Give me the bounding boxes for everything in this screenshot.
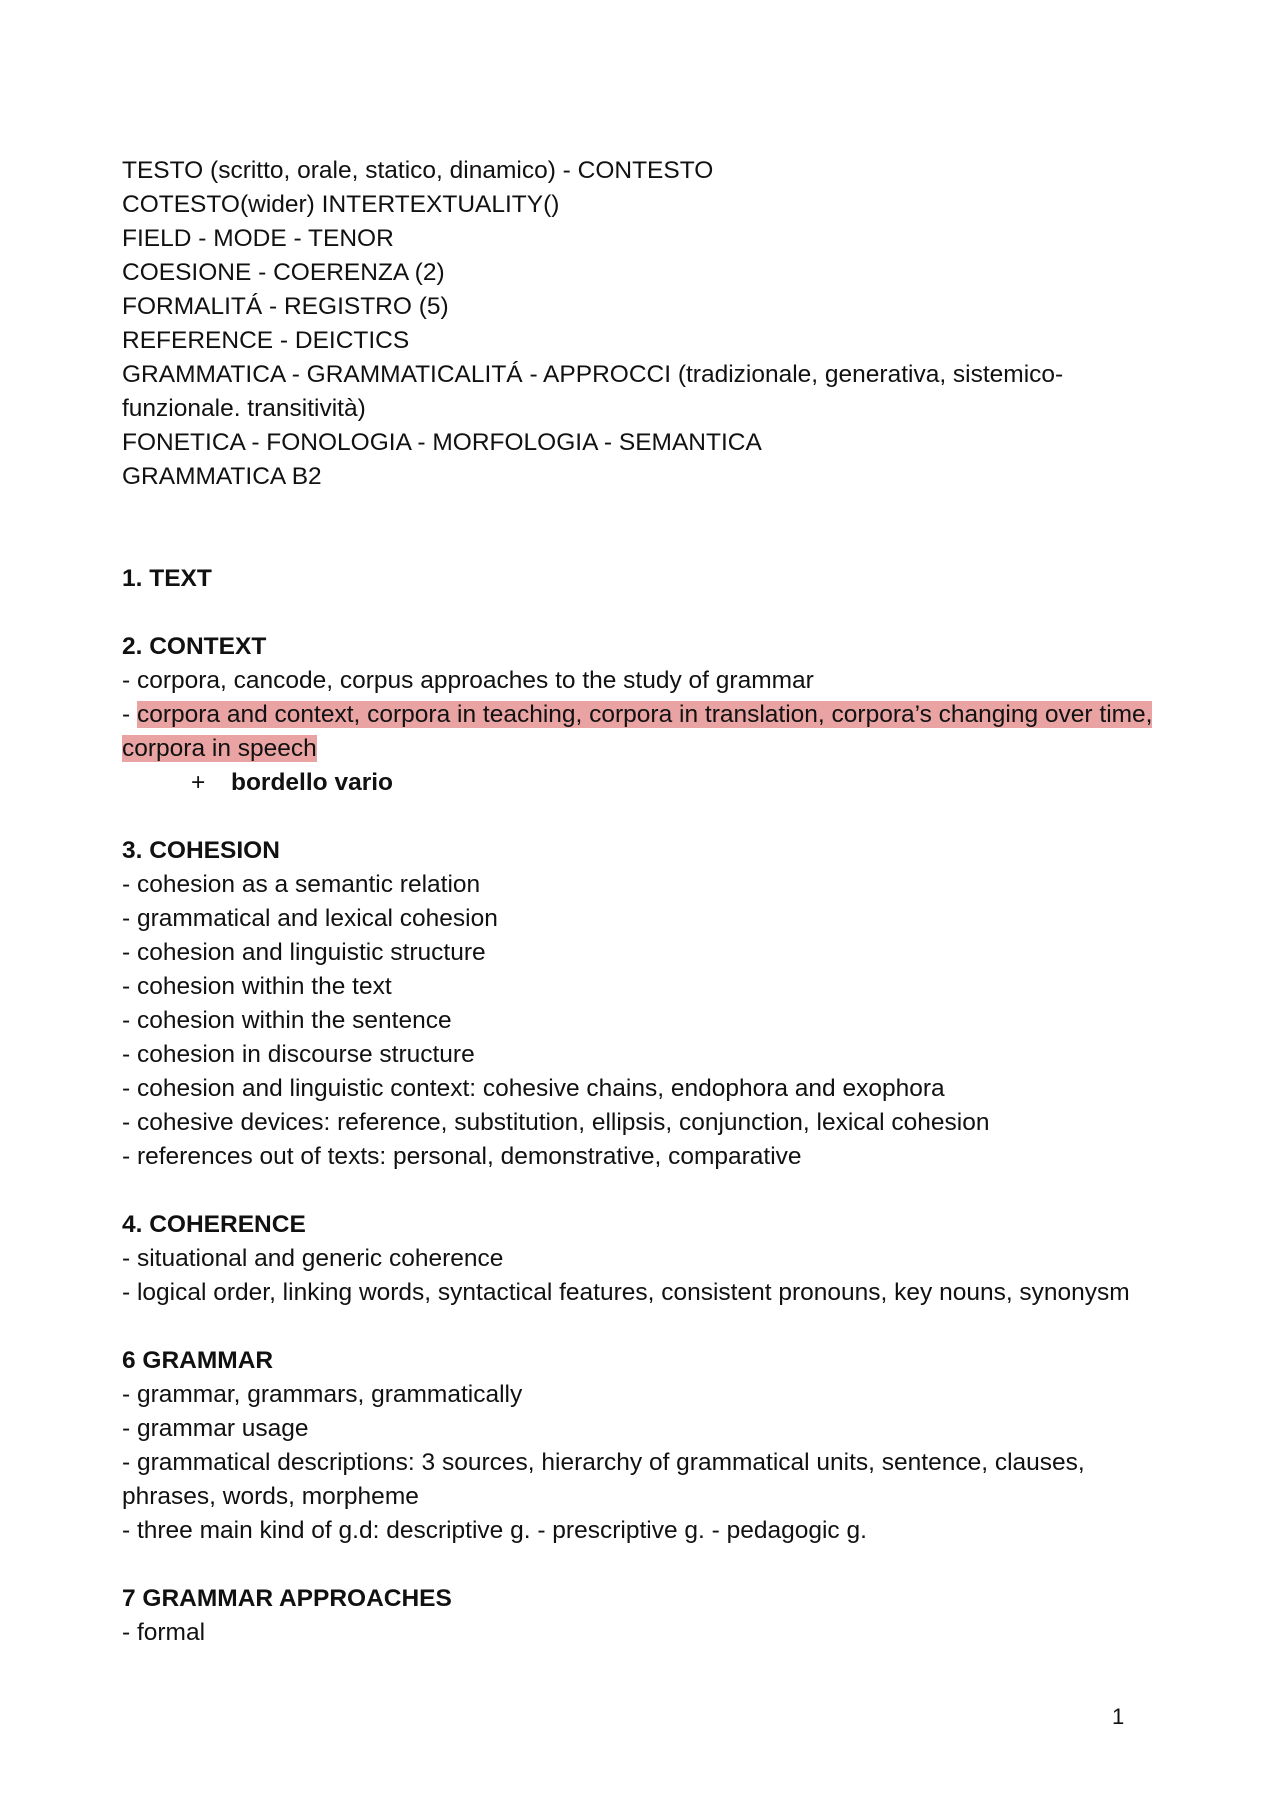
list-item: - references out of texts: personal, demonstrative, comparative — [122, 1143, 802, 1170]
list-item: - situational and generic coherence — [122, 1245, 504, 1272]
section-grammar-approaches — [122, 1582, 1232, 1650]
outline-line: COTESTO(wider) INTERTEXTUALITY() — [122, 191, 560, 218]
list-item: - formal — [122, 1619, 206, 1646]
highlighted-list-item-continuation — [122, 732, 1232, 766]
outline-line: GRAMMATICA B2 — [122, 463, 322, 490]
section-heading-grammar: 6 GRAMMAR — [122, 1347, 274, 1374]
list-item: - grammatical descriptions: 3 sources, hierarchy of grammatical units, sentence, clauses, — [122, 1449, 1085, 1476]
list-item: - cohesion and linguistic structure — [122, 939, 486, 966]
section-heading-grammar-approaches: 7 GRAMMAR APPROACHES — [122, 1585, 452, 1612]
list-item: - grammar, grammars, grammatically — [122, 1381, 523, 1408]
list-item-continuation: phrases, words, morpheme — [122, 1483, 419, 1510]
list-item: - corpora, cancode, corpus approaches to the study of grammar — [122, 667, 814, 694]
list-item: - cohesion as a semantic relation — [122, 871, 481, 898]
list-item: - cohesion within the text — [122, 973, 392, 1000]
list-item: - cohesion within the sentence — [122, 1007, 452, 1034]
section-context — [122, 630, 1232, 800]
list-item: - logical order, linking words, syntactical features, consistent pronouns, key nouns, synonysm — [122, 1279, 1130, 1306]
list-item: - cohesion in discourse structure — [122, 1041, 475, 1068]
outline-line: FIELD - MODE - TENOR — [122, 225, 394, 252]
section-heading-cohesion: 3. COHESION — [122, 837, 280, 864]
section-cohesion — [122, 834, 1232, 1174]
page-number: 1 — [1112, 1704, 1125, 1729]
section-heading-context: 2. CONTEXT — [122, 633, 267, 660]
section-heading-text: 1. TEXT — [122, 565, 212, 592]
outline-line: FONETICA - FONOLOGIA - MORFOLOGIA - SEMANTICA — [122, 429, 762, 456]
highlighted-list-item — [122, 698, 1232, 732]
list-item: - three main kind of g.d: descriptive g. - prescriptive g. - pedagogic g. — [122, 1517, 867, 1544]
section-coherence — [122, 1208, 1232, 1310]
outline-line: REFERENCE - DEICTICS — [122, 327, 410, 354]
sub-bullet — [122, 766, 1232, 800]
list-item: - cohesive devices: reference, substitution, ellipsis, conjunction, lexical cohesion — [122, 1109, 990, 1136]
list-item-dash: - — [122, 701, 137, 728]
outline-line: FORMALITÁ - REGISTRO (5) — [122, 293, 449, 320]
list-item: - cohesion and linguistic context: cohesive chains, endophora and exophora — [122, 1075, 945, 1102]
section-heading-coherence: 4. COHERENCE — [122, 1211, 306, 1238]
outline-line: funzionale. transitività) — [122, 395, 366, 422]
outline-line: COESIONE - COERENZA (2) — [122, 259, 445, 286]
list-item: - grammatical and lexical cohesion — [122, 905, 498, 932]
outline-line: GRAMMATICA - GRAMMATICALITÁ - APPROCCI (tradizionale, generativa, sistemico- — [122, 361, 1064, 388]
outline-line: TESTO (scritto, orale, statico, dinamico) - CONTESTO — [122, 157, 714, 184]
highlighted-text: corpora in speech — [122, 735, 317, 762]
section-grammar — [122, 1344, 1232, 1548]
document-body — [122, 154, 1232, 1650]
plus-bullet-icon: + — [191, 769, 206, 796]
list-item: - grammar usage — [122, 1415, 309, 1442]
sub-bullet-text: bordello vario — [231, 769, 394, 796]
highlighted-text: corpora and context, corpora in teaching, corpora in translation, corpora’s changing over time, — [136, 701, 1153, 728]
outline-block — [122, 154, 1232, 494]
